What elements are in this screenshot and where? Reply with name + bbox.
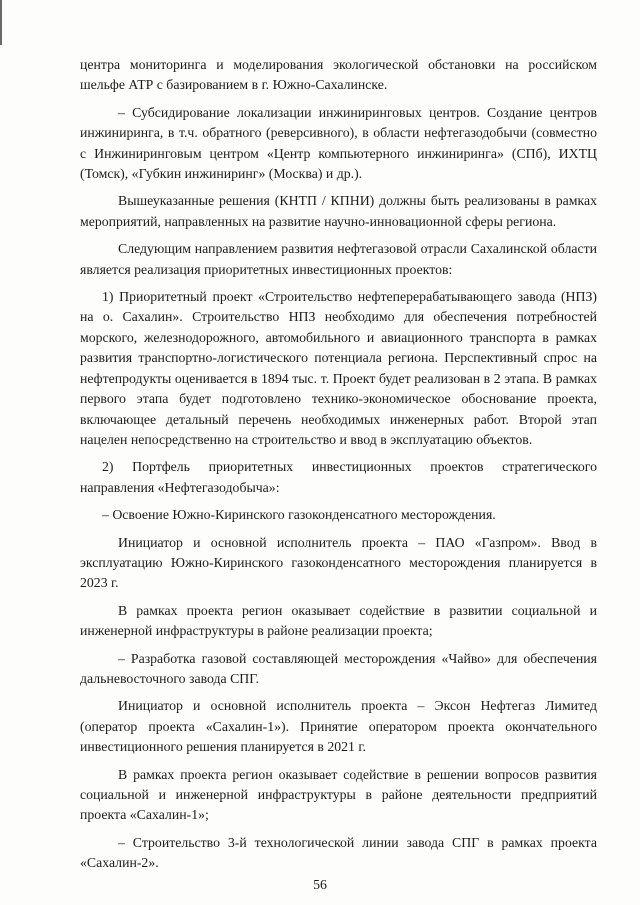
paragraph-7: – Освоение Южно-Киринского газоконденсатного месторождения. bbox=[102, 507, 496, 523]
body-text bbox=[80, 55, 597, 874]
paragraph-10: – Разработка газовой составляющей месторождения «Чайво» для обеспечения дальневосточного завода СПГ. bbox=[80, 650, 597, 686]
page-number: 56 bbox=[313, 877, 327, 892]
paragraph-12: В рамках проекта регион оказывает содействие в решении вопросов развития социальной и инженерной инфраструктуры в районе деятельности предприятий проекта «Сахалин-1»; bbox=[80, 766, 597, 823]
paragraph-13: – Строительство 3-й технологической линии завода СПГ в рамках проекта «Сахалин-2». bbox=[80, 834, 597, 871]
paragraph-1: центра мониторинга и моделирования экологической обстановки на российском шельфе АТР с базированием в г. Южно-Сахалинске. bbox=[80, 57, 597, 93]
paragraph-3: Вышеуказанные решения (КНТП / КПНИ) должны быть реализованы в рамках мероприятий, направленных на развитие научно-инновационной сферы региона. bbox=[80, 193, 597, 229]
paragraph-6: 2) Портфель приоритетных инвестиционных проектов стратегического направления «Нефтегазодобыча»: bbox=[80, 459, 597, 495]
paragraph-2: – Субсидирование локализации инжиниринговых центров. Создание центров инжиниринга, в т.ч. обратного (реверсивного), в области нефтегазодобычи (совместно с Инжиниринговым центром «Центр компьютерного инжиниринга» (СПб), ИХТЦ (Томск), «Губкин инжиниринг» (Москва) и др.). bbox=[80, 104, 597, 182]
scan-edge-mark bbox=[0, 0, 2, 45]
paragraph-9: В рамках проекта регион оказывает содействие в развитии социальной и инженерной инфраструктуры в районе реализации проекта; bbox=[80, 602, 597, 639]
paragraph-8: Инициатор и основной исполнитель проекта – ПАО «Газпром». Ввод в эксплуатацию Южно-Киринского газоконденсатного месторождения планируется в 2023 г. bbox=[80, 534, 597, 591]
paragraph-5: 1) Приоритетный проект «Строительство нефтеперерабатывающего завода (НПЗ) на о. Сахалин». Строительство НПЗ необходимо для обеспечения потребностей морского, железнодорожного, автомобильного и авиационного транспорта в рамках развития транспортно-логистического потенциала региона. Перспективный спрос на нефтепродукты оценивается в 1894 тыс. т. Проект будет реализован в 2 этапа. В рамках первого этапа будет подготовлено технико-экономическое обоснование проекта, включающее детальный перечень необходимых инженерных работ. Второй этап нацелен непосредственно на строительство и ввод в эксплуатацию объектов. bbox=[80, 289, 597, 447]
paragraph-11: Инициатор и основной исполнитель проекта – Эксон Нефтегаз Лимитед (оператор проекта «Сахалин-1»). Принятие оператором проекта окончательного инвестиционного решения планируется в 2021 г. bbox=[80, 698, 597, 755]
paragraph-4: Следующим направлением развития нефтегазовой отрасли Сахалинской области является реализация приоритетных инвестиционных проектов: bbox=[80, 241, 597, 277]
